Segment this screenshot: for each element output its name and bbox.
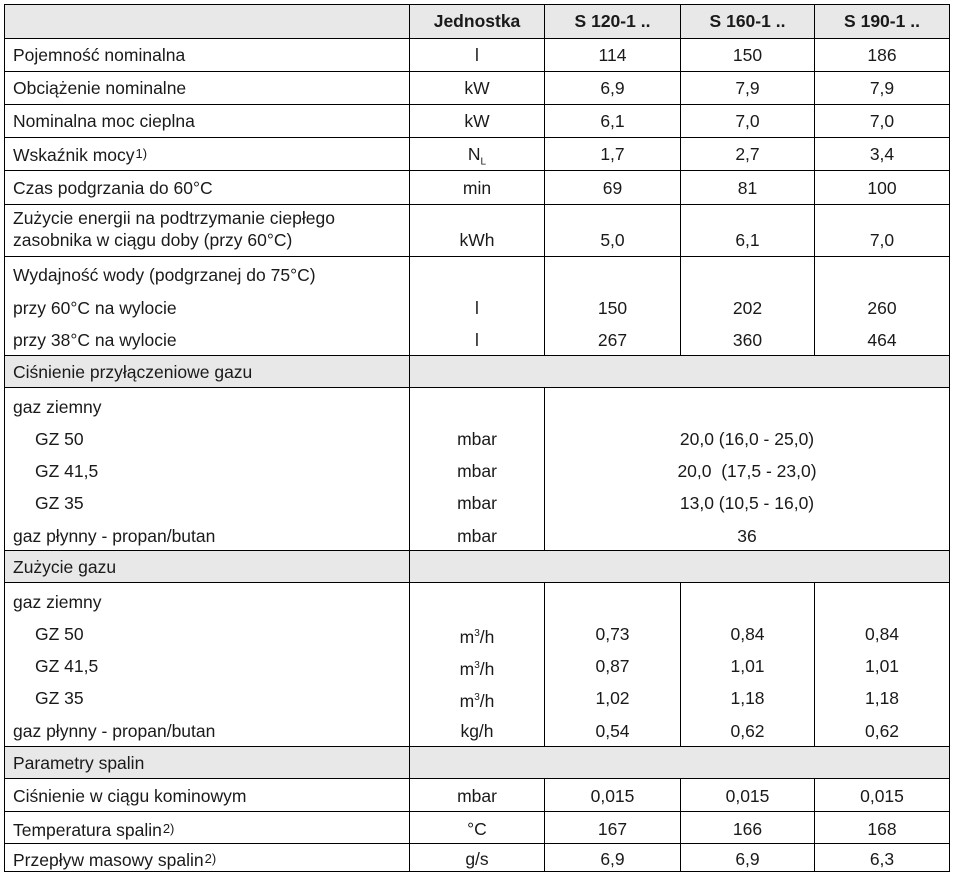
section-fill [410,356,949,387]
row-unit: mbar [457,786,497,806]
section-title: Parametry spalin [13,753,145,773]
cell-value: 7,0 [735,111,760,131]
row-unit: °C [467,819,487,839]
cell-value: 1,18 [730,688,765,708]
row-label: Temperatura spalin2) [13,820,175,840]
row-unit: mbar [457,461,497,481]
cell-value: 150 [732,45,763,65]
section-fill [410,551,949,582]
cell-value: 69 [602,178,623,198]
table-row-capacity [5,38,949,71]
row-sublabel: GZ 41,5 [35,461,99,481]
cell-value: 1,01 [864,656,900,676]
footnote-mark: 2) [162,821,175,836]
section-gas-consumption [5,550,949,582]
header-unit: Jednostka [433,11,521,31]
cell-value: 167 [597,819,628,839]
cell-value: 1,7 [600,144,625,164]
row-unit: $m^3/h$ [459,626,495,647]
cell-value: 0,62 [730,721,765,741]
cell-value: 1,01 [730,656,765,676]
cell-value: 1,02 [595,688,630,708]
cell-value: 1,18 [864,688,900,708]
table-row-flue-temperature [5,811,949,843]
cell-value: 0,84 [864,624,900,644]
gas-pressure-group [5,387,949,550]
row-label-line-2: zasobnika w ciągu doby (przy 60°C) [13,230,293,250]
cell-value: 6,9 [735,849,760,869]
cell-value: 0,87 [595,656,630,676]
cell-value: 168 [867,819,897,839]
row-label: Ciśnienie w ciągu kominowym [13,786,247,806]
header-unit-cell [410,5,545,38]
section-gas-pressure [5,355,949,387]
cell-value: 360 [732,330,763,350]
cell-value: 186 [867,45,897,65]
row-label: gaz ziemny [13,592,102,612]
cell-value: 6,9 [600,78,625,98]
merged-value: 13,0 (10,5 - 16,0) [679,493,815,513]
cell-value: 267 [597,330,628,350]
row-unit: l [475,330,479,350]
header-model-2: S 160-1 .. [709,11,786,31]
header-model-2-cell [681,5,815,38]
cell-value: 150 [597,298,628,318]
cell-value: 464 [867,330,897,350]
merged-value: 20,0 (17,5 - 23,0) [677,461,817,481]
table-row-standby-energy [5,204,949,256]
cell-value: 0,015 [590,786,635,806]
cell-value: 81 [737,178,758,198]
row-label: Pojemność nominalna [13,45,186,65]
cell-value: 7,9 [735,78,760,98]
table-row-power-index [5,137,949,170]
cell-value: 0,015 [860,786,904,806]
cell-value: 0,62 [864,721,900,741]
merged-value: 20,0 (16,0 - 25,0) [679,429,815,449]
row-unit: kW [464,111,490,131]
row-unit: kg/h [460,721,494,741]
row-unit: min [462,178,492,198]
row-sublabel: przy 38°C na wylocie [13,330,177,350]
cell-value: 0,84 [730,624,765,644]
spec-table [4,4,950,872]
header-parameter-cell [5,5,410,38]
row-sublabel: GZ 35 [35,688,84,708]
footnote-mark: 2) [204,851,217,866]
header-model-3-cell [815,5,949,38]
footnote-mark: 1) [135,146,148,161]
cell-value: 2,7 [735,144,760,164]
cell-value: 6,1 [735,230,760,250]
row-sublabel: GZ 50 [35,624,84,644]
cell-value: 0,73 [595,624,630,644]
row-unit: $N_L$ [467,144,487,168]
cell-value: 7,0 [869,230,895,250]
cell-value: 6,1 [600,111,625,131]
cell-value: 0,015 [725,786,770,806]
table-row-heat-output [5,104,949,137]
section-flue-gas [5,746,949,778]
header-model-1: S 120-1 .. [574,11,651,31]
gas-consumption-group [5,582,949,746]
row-label: Nominalna moc cieplna [13,111,195,131]
row-unit: mbar [457,429,497,449]
cell-value: 3,4 [869,144,895,164]
cell-value: 7,0 [869,111,895,131]
cell-value: 202 [732,298,763,318]
merged-value: 36 [737,526,757,546]
cell-value: 0,54 [595,721,630,741]
section-title: Ciśnienie przyłączeniowe gazu [13,362,253,382]
cell-value: 6,3 [869,849,895,869]
header-model-1-cell [545,5,681,38]
row-sublabel: przy 60°C na wylocie [13,298,177,318]
table-row-heatup-time [5,170,949,204]
table-row-chimney-draft [5,778,949,811]
row-sublabel: gaz płynny - propan/butan [13,526,216,546]
cell-value: 114 [598,45,627,65]
table-row-flue-mass-flow [5,843,949,871]
row-label: Wydajność wody (podgrzanej do 75°C) [13,265,316,285]
row-sublabel: GZ 35 [35,493,84,513]
header-model-3: S 190-1 .. [844,11,920,31]
row-unit: g/s [465,849,489,869]
row-sublabel: gaz płynny - propan/butan [13,721,216,741]
row-unit: l [475,45,479,65]
cell-value: 100 [867,178,897,198]
row-label: Obciążenie nominalne [13,78,187,98]
row-sublabel: GZ 41,5 [35,656,99,676]
row-unit: $m^3/h$ [459,658,495,679]
row-unit: kWh [459,230,495,250]
cell-value: 260 [867,298,897,318]
row-unit: mbar [457,526,497,546]
row-unit: $m^3/h$ [459,690,495,711]
section-fill [410,747,949,778]
cell-value: 6,9 [600,849,625,869]
row-sublabel: GZ 50 [35,429,84,449]
row-label-line-1: Zużycie energii na podtrzymanie ciepłego [13,208,335,228]
cell-value: 5,0 [600,230,625,250]
row-unit: mbar [457,493,497,513]
row-label: Czas podgrzania do 60°C [13,178,213,198]
cell-value: 7,9 [869,78,895,98]
section-title: Zużycie gazu [13,557,117,577]
row-label: Przepływ masowy spalin2) [13,850,217,870]
table-row-load [5,71,949,104]
row-label: Wskaźnik mocy1) [13,145,148,165]
table-row-water-output [5,256,949,355]
table-header-row [5,5,949,38]
row-unit: l [475,298,479,318]
row-label: gaz ziemny [13,397,102,417]
cell-value: 166 [732,819,763,839]
row-unit: kW [464,78,490,98]
